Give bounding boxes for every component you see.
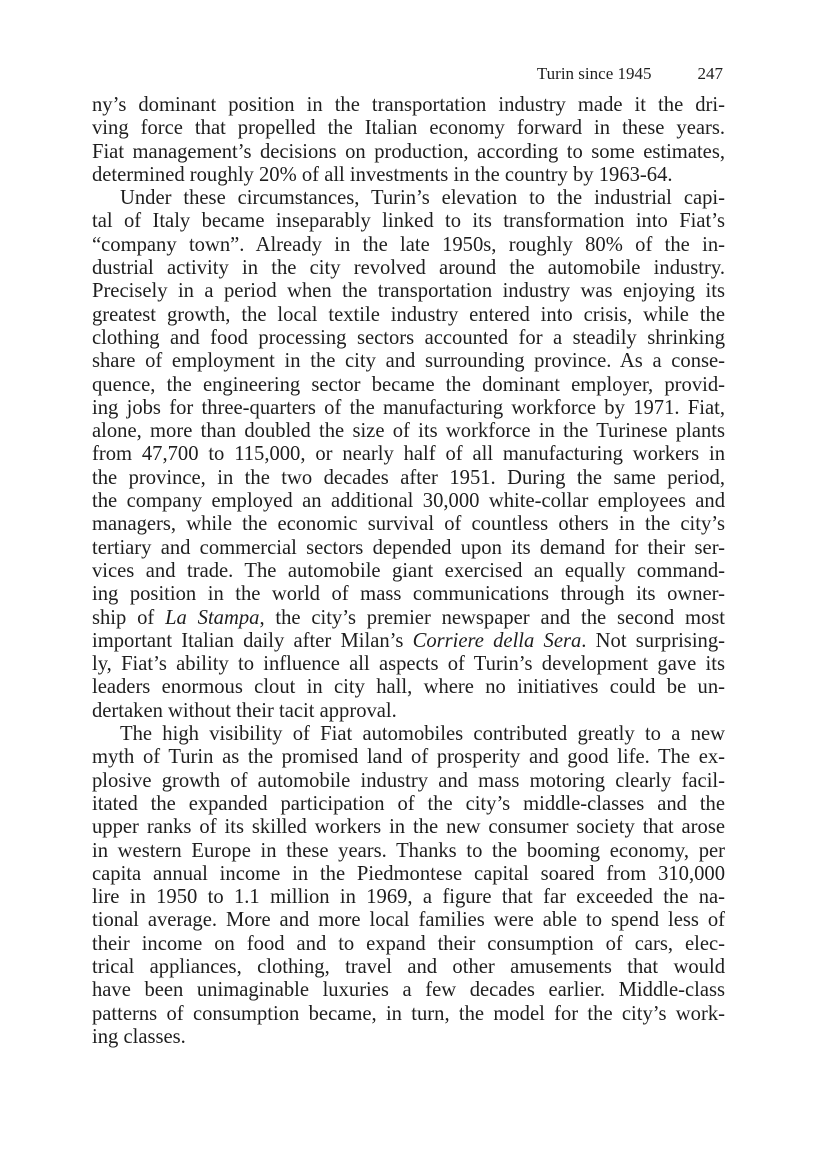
paragraph-2 — [92, 187, 725, 723]
text-line: lire in 1950 to 1.1 million in 1969, a figure that far exceeded the na- — [92, 886, 725, 909]
text-line: share of employment in the city and surrounding province. As a conse- — [92, 350, 725, 373]
text-line: ing jobs for three-quarters of the manufacturing workforce by 1971. Fiat, — [92, 396, 725, 419]
text-line: the company employed an additional 30,000 white-collar employees and — [92, 490, 725, 513]
text-line: determined roughly 20% of all investments in the country by 1963-64. — [92, 163, 673, 186]
text-line: Fiat management’s decisions on production, according to some estimates, — [92, 140, 725, 163]
line-segment: ship of — [92, 606, 166, 629]
text-line: tertiary and commercial sectors depended upon its demand for their ser- — [92, 536, 725, 559]
page-number: 247 — [697, 64, 723, 83]
text-line: quence, the engineering sector became the dominant employer, provid- — [92, 373, 725, 396]
text-line: ny’s dominant position in the transportation industry made it the dri- — [92, 94, 725, 116]
text-line: their income on food and to expand their consumption of cars, elec- — [92, 932, 725, 955]
text-line: have been unimaginable luxuries a few decades earlier. Middle-class — [92, 979, 725, 1002]
text-line: tal of Italy became inseparably linked to its transformation into Fiat’s — [92, 210, 725, 233]
text-line: in western Europe in these years. Thanks to the booming economy, per — [92, 839, 725, 862]
text-line: leaders enormous clout in city hall, where no initiatives could be un- — [92, 676, 725, 699]
text-line: trical appliances, clothing, travel and other amusements that would — [92, 955, 725, 978]
text-line: clothing and food processing sectors accounted for a steadily shrinking — [92, 326, 725, 349]
text-line: Precisely in a period when the transportation industry was enjoying its — [92, 280, 725, 303]
text-line: upper ranks of its skilled workers in the new consumer society that arose — [92, 816, 725, 839]
text-line: The high visibility of Fiat automobiles contributed greatly to a new — [120, 723, 725, 746]
text-line: Under these circumstances, Turin’s elevation to the industrial capi- — [120, 187, 725, 210]
paragraph-3 — [92, 723, 725, 1049]
line-segment: . Not surprising- — [581, 629, 725, 652]
running-title: Turin since 1945 — [536, 64, 652, 83]
text-line — [92, 630, 725, 653]
text-line: dustrial activity in the city revolved around the automobile industry. — [92, 257, 725, 280]
body-text — [92, 94, 725, 1049]
running-head — [92, 62, 723, 94]
text-line: capita annual income in the Piedmontese capital soared from 310,000 — [92, 862, 725, 885]
text-line: ing position in the world of mass communications through its owner- — [92, 583, 725, 606]
text-line: ing classes. — [92, 1025, 186, 1048]
book-page — [92, 62, 725, 1049]
text-line: myth of Turin as the promised land of prosperity and good life. The ex- — [92, 746, 725, 769]
text-line: ving force that propelled the Italian economy forward in these years. — [92, 117, 725, 140]
paragraph-1 — [92, 94, 725, 187]
text-line: tional average. More and more local families were able to spend less of — [92, 909, 725, 932]
text-line: alone, more than doubled the size of its workforce in the Turinese plants — [92, 420, 725, 443]
text-line — [92, 607, 725, 630]
line-segment: , the city’s premier newspaper and the second most — [259, 606, 725, 629]
text-line: from 47,700 to 115,000, or nearly half of all manufacturing workers in — [92, 443, 725, 466]
text-line: greatest growth, the local textile industry entered into crisis, while the — [92, 303, 725, 326]
text-line: “company town”. Already in the late 1950s, roughly 80% of the in- — [92, 233, 725, 256]
text-line: the province, in the two decades after 1951. During the same period, — [92, 466, 725, 489]
text-line: patterns of consumption became, in turn, the model for the city’s work- — [92, 1002, 725, 1025]
text-line: managers, while the economic survival of countless others in the city’s — [92, 513, 725, 536]
italic-title: Corriere della Sera — [412, 629, 582, 652]
text-line: ly, Fiat’s ability to influence all aspects of Turin’s development gave its — [92, 653, 725, 676]
italic-title: La Stampa — [165, 606, 260, 629]
text-line: plosive growth of automobile industry and mass motoring clearly facil- — [92, 769, 725, 792]
text-line: dertaken without their tacit approval. — [92, 699, 397, 722]
text-line: itated the expanded participation of the city’s middle-classes and the — [92, 792, 725, 815]
line-segment: important Italian daily after Milan’s — [92, 629, 413, 652]
text-line: vices and trade. The automobile giant exercised an equally command- — [92, 559, 725, 582]
